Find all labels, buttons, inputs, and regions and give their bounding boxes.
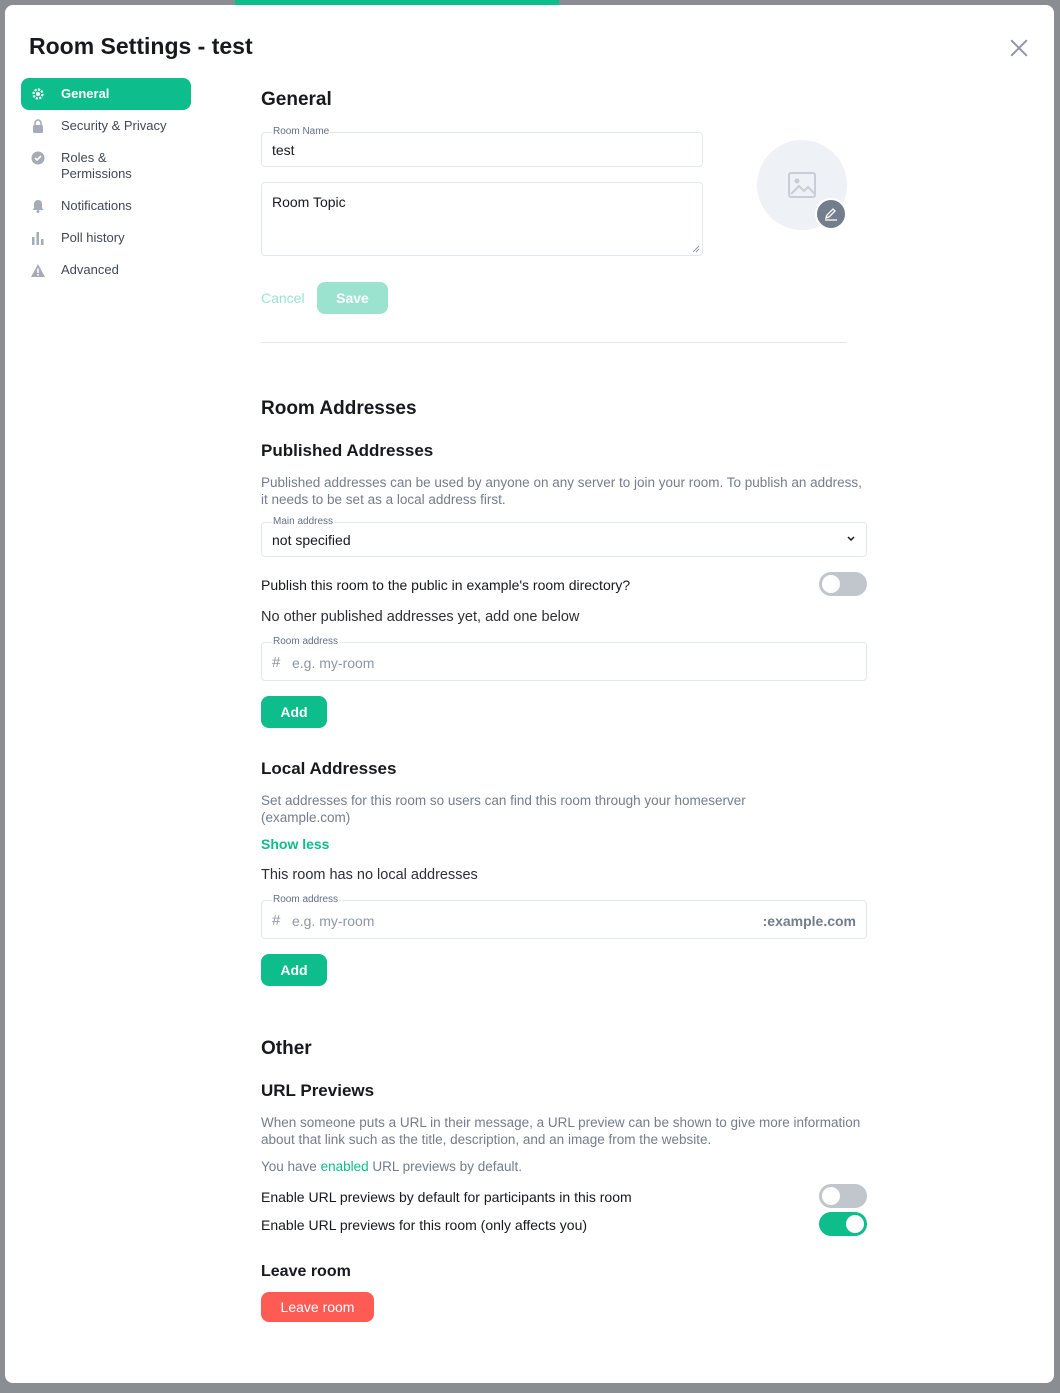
- published-room-address-field[interactable]: [261, 636, 867, 681]
- room-settings-dialog: [5, 5, 1054, 1383]
- gear-icon: [31, 87, 45, 101]
- dialog-title: Room Settings - test: [29, 33, 253, 59]
- sidebar-item-security[interactable]: [21, 110, 191, 142]
- by-default-text: URL previews by default.: [372, 1159, 522, 1174]
- shield-check-icon: [31, 151, 45, 165]
- self-url-previews-toggle[interactable]: [819, 1212, 867, 1236]
- sidebar-item-advanced[interactable]: [21, 254, 191, 286]
- general-heading: General: [261, 89, 332, 110]
- room-addresses-heading: Room Addresses: [261, 398, 417, 419]
- pencil-icon: [824, 207, 838, 221]
- edit-avatar-button[interactable]: [815, 198, 847, 230]
- bar-chart-icon: [31, 231, 45, 245]
- published-addresses-description: Published addresses can be used by anyone on any server to join your room. To publish an address, it needs to be set as a local address first.: [261, 475, 862, 507]
- other-heading: Other: [261, 1038, 312, 1059]
- room-topic-field[interactable]: [261, 182, 703, 256]
- chevron-down-icon: [846, 533, 856, 543]
- sidebar-item-label: Security & Privacy: [61, 118, 167, 133]
- sidebar-item-label: Roles & Permissions: [61, 150, 132, 181]
- section-divider: [261, 342, 847, 343]
- bell-icon: [31, 199, 45, 213]
- url-previews-default-text: [261, 1158, 522, 1175]
- publish-room-label: Publish this room to the public in example's room directory?: [261, 577, 631, 593]
- room-address-placeholder: e.g. my-room: [292, 913, 375, 929]
- room-topic-placeholder: Room Topic: [272, 194, 346, 210]
- toggle-knob: [822, 1187, 840, 1205]
- main-address-value: not specified: [272, 532, 351, 548]
- no-local-addresses-text: This room has no local addresses: [261, 867, 478, 883]
- local-addresses-heading: Local Addresses: [261, 759, 397, 778]
- sidebar-item-poll-history[interactable]: [21, 222, 191, 254]
- leave-room-heading: Leave room: [261, 1263, 351, 1280]
- room-address-label: Room address: [273, 636, 339, 647]
- published-addresses-heading: Published Addresses: [261, 441, 434, 460]
- room-name-label: Room Name: [273, 126, 330, 137]
- add-published-address-button[interactable]: Add: [261, 696, 327, 728]
- hash-prefix: #: [272, 654, 281, 671]
- participants-url-previews-label: Enable URL previews by default for participants in this room: [261, 1189, 632, 1205]
- domain-suffix: :example.com: [762, 913, 856, 929]
- toggle-knob: [846, 1215, 864, 1233]
- publish-room-toggle[interactable]: [819, 572, 867, 596]
- hash-prefix: #: [272, 912, 281, 929]
- toggle-knob: [822, 575, 840, 593]
- enabled-link[interactable]: enabled: [320, 1159, 369, 1174]
- cancel-button[interactable]: Cancel: [261, 290, 305, 306]
- sidebar-item-label: Notifications: [61, 198, 132, 213]
- resize-handle-icon[interactable]: [692, 245, 700, 253]
- self-url-previews-label: Enable URL previews for this room (only affects you): [261, 1217, 588, 1233]
- sidebar-item-label: General: [61, 86, 110, 101]
- sidebar-item-label: Advanced: [61, 262, 119, 277]
- sidebar-item-notifications[interactable]: [21, 190, 191, 222]
- you-have-text: You have: [261, 1159, 317, 1174]
- leave-room-button[interactable]: Leave room: [261, 1292, 374, 1322]
- add-local-address-button[interactable]: Add: [261, 954, 327, 986]
- room-address-placeholder: e.g. my-room: [292, 655, 375, 671]
- warning-icon: [31, 263, 45, 277]
- participants-url-previews-toggle[interactable]: [819, 1184, 867, 1208]
- url-previews-heading: URL Previews: [261, 1081, 375, 1100]
- room-avatar[interactable]: [757, 140, 847, 230]
- show-less-link[interactable]: Show less: [261, 836, 330, 852]
- sidebar-item-general[interactable]: [21, 78, 191, 110]
- no-published-addresses-text: No other published addresses yet, add one below: [261, 609, 580, 625]
- lock-icon: [31, 119, 45, 133]
- close-icon[interactable]: [1006, 35, 1032, 61]
- image-placeholder-icon: [787, 170, 817, 200]
- save-button[interactable]: Save: [317, 282, 388, 314]
- local-room-address-field[interactable]: [261, 894, 867, 939]
- room-name-value: test: [272, 142, 295, 158]
- sidebar-item-label: Poll history: [61, 230, 125, 245]
- room-name-field[interactable]: [261, 126, 703, 167]
- sidebar-item-roles[interactable]: [21, 142, 191, 190]
- settings-sidebar: [21, 78, 191, 286]
- url-previews-description: When someone puts a URL in their message, a URL preview can be shown to give more information about that link such as the title, description, and an image from the website.: [261, 1115, 861, 1147]
- local-addresses-description: Set addresses for this room so users can find this room through your homeserver (example.com): [261, 793, 746, 825]
- main-address-select[interactable]: [261, 516, 867, 557]
- main-address-label: Main address: [273, 516, 334, 527]
- room-address-label: Room address: [273, 894, 339, 905]
